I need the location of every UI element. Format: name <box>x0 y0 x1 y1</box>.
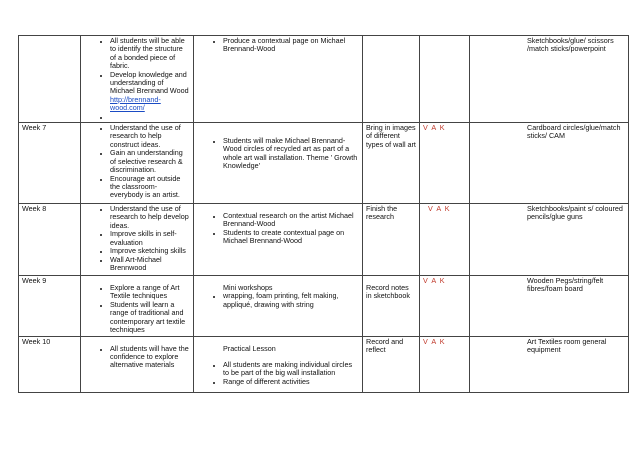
week-cell: Week 9 <box>19 276 81 336</box>
objectives-cell <box>81 276 194 336</box>
week-cell: Week 8 <box>19 204 81 276</box>
list-item: • All students are making individual circles to be part of the big wall installation <box>223 361 359 378</box>
list-item: • Improve skills in self-evaluation <box>110 230 190 247</box>
list-item-empty <box>110 113 190 121</box>
list-item: • All students will have the confidence to explore alternative materials <box>110 345 190 370</box>
activities-intro: Practical Lesson <box>223 343 276 353</box>
assessment-cell <box>363 36 420 123</box>
activities-intro: Mini workshops <box>223 283 273 293</box>
resources-cell: Sketchbooks/paint s/ coloured pencils/glue guns <box>470 204 629 276</box>
vak-cell: V A K <box>420 276 470 336</box>
activities-cell <box>194 123 363 204</box>
vak-cell: V A K <box>420 204 470 276</box>
list-item: • Produce a contextual page on Michael Brennand-Wood <box>223 37 359 54</box>
vak-cell: V A K <box>420 123 470 204</box>
list-item: • Understand the use of research to help develop ideas. <box>110 205 190 230</box>
week-cell: Week 7 <box>19 123 81 204</box>
list-item: • Students will learn a range of traditional and contemporary art textile techniques <box>110 301 190 335</box>
list-item: • Students to create contextual page on Michael Brennand-Wood <box>223 229 359 246</box>
vak-cell: V A K <box>420 336 470 392</box>
resources-cell: Sketchbooks/glue/ scissors /match sticks/powerpoint <box>470 36 629 123</box>
objectives-cell <box>81 123 194 204</box>
table-row <box>19 36 629 123</box>
assessment-cell: Finish the research <box>363 204 420 276</box>
objectives-cell <box>81 204 194 276</box>
objectives-cell <box>81 36 194 123</box>
list-item: • Develop knowledge and understanding of Michael Brennand Wood http://brennand-wood.com/ <box>110 71 190 113</box>
list-item: • Explore a range of Art Textile techniques <box>110 284 190 301</box>
assessment-cell: Record notes in sketchbook <box>363 276 420 336</box>
assessment-cell: Bring in images of different types of wall art <box>363 123 420 204</box>
table-row <box>19 336 629 392</box>
table-row <box>19 276 629 336</box>
list-item: • Encourage art outside the classroom-everybody is an artist. <box>110 175 190 200</box>
resources-cell: Art Textiles room general equipment <box>470 336 629 392</box>
list-item: • All students will be able to identify the structure of a bonded piece of fabric. <box>110 37 190 71</box>
list-item: • wrapping, foam printing, felt making, appliqué, drawing with string <box>223 292 359 309</box>
list-item: • Improve sketching skills <box>110 247 190 255</box>
week-cell <box>19 36 81 123</box>
assessment-cell: Record and reflect <box>363 336 420 392</box>
activities-cell <box>194 336 363 392</box>
list-item: • Wall Art-Michael Brennwood <box>110 256 190 273</box>
activities-cell <box>194 204 363 276</box>
table-row <box>19 123 629 204</box>
week-cell: Week 10 <box>19 336 81 392</box>
list-item: • Range of different activities <box>223 378 359 386</box>
brennand-wood-link[interactable]: http://brennand-wood.com/ <box>110 94 161 113</box>
vak-cell <box>420 36 470 123</box>
scheme-of-work-table <box>18 35 629 393</box>
table-row <box>19 204 629 276</box>
resources-cell: Wooden Pegs/string/felt fibres/foam board <box>470 276 629 336</box>
list-item: • Contextual research on the artist Michael Brennand-Wood <box>223 212 359 229</box>
activities-cell <box>194 276 363 336</box>
resources-cell: Cardboard circles/glue/match sticks/ CAM <box>470 123 629 204</box>
objectives-cell <box>81 336 194 392</box>
list-item: • Understand the use of research to help construct ideas. <box>110 124 190 149</box>
activities-cell <box>194 36 363 123</box>
list-item: • Students will make Michael Brennand-Wood circles of recycled art as part of a whole art wall installation. Theme ' Growth Knowledge' <box>223 137 359 171</box>
list-item: • Gain an understanding of selective research & discrimination. <box>110 149 190 174</box>
